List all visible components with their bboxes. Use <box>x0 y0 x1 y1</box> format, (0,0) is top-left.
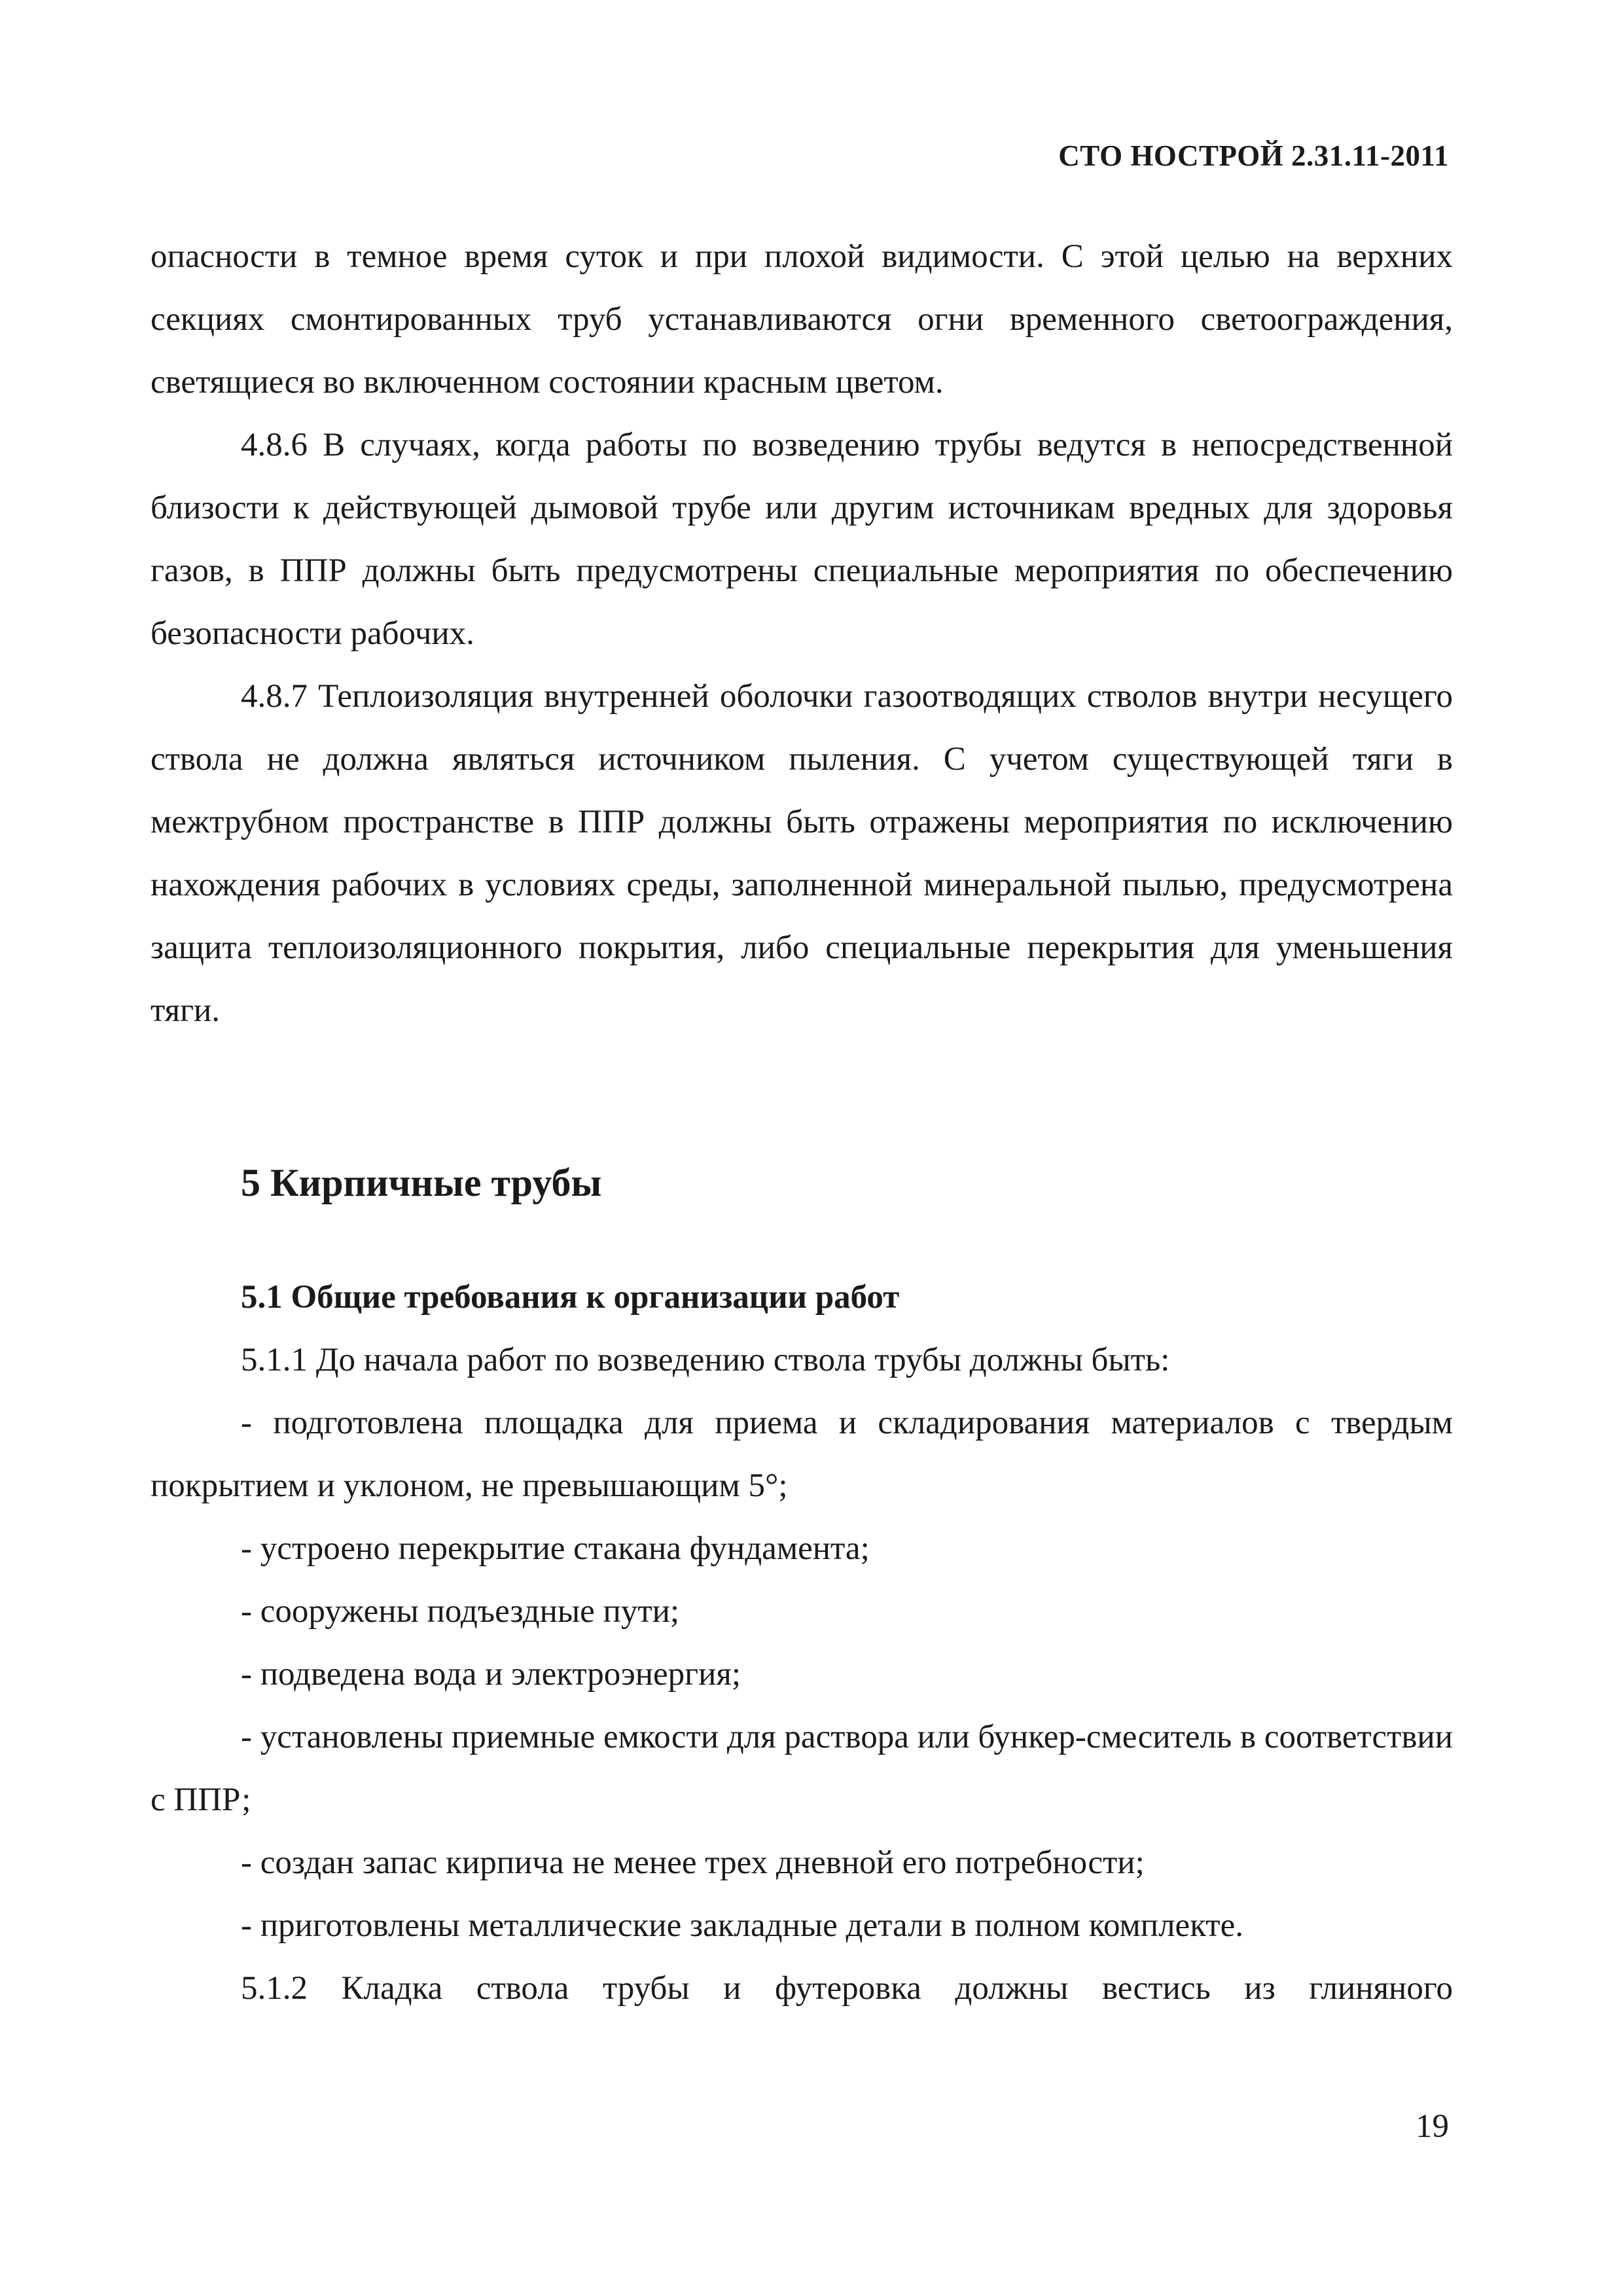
list-item-foundation-cover: - устроено перекрытие стакана фундамента; <box>241 1530 870 1567</box>
list-item-access-roads: - сооружены подъездные пути; <box>241 1593 680 1630</box>
list-item-brick-stock: - создан запас кирпича не менее трех дневной его потребности; <box>241 1844 1145 1881</box>
paragraph-continuation: опасности в темное время суток и при плохой видимости. С этой целью на верхних секциях смонтированных труб устанавливаются огни временного светоограждения, светящиеся во включенном состоянии красным цветом. <box>151 238 1453 401</box>
subsection-heading: 5.1 Общие требования к организации работ <box>241 1279 900 1316</box>
document-body <box>151 225 1453 2020</box>
list-item-water-power: - подведена вода и электроэнергия; <box>241 1656 741 1693</box>
section-heading: 5 Кирпичные трубы <box>241 1161 602 1204</box>
paragraph-4-8-7: 4.8.7 Теплоизоляция внутренней оболочки газоотводящих стволов внутри несущего ствола не должна являться источником пыления. С учетом существующей тяги в межтрубном пространстве в ППР должны быть отражены мероприятия по исключению нахождения рабочих в условиях среды, заполненной минеральной пылью, предусмотрена защита теплоизоляционного покрытия, либо специальные перекрытия для уменьшения тяги. <box>151 678 1453 1029</box>
paragraph-5-1-2: 5.1.2 Кладка ствола трубы и футеровка должны вестись из глиняного <box>241 1970 1453 2007</box>
list-item-mortar-tanks: - установлены приемные емкости для раствора или бункер-смеситель в соответствии с ППР; <box>151 1719 1453 1818</box>
paragraph-5-1-1: 5.1.1 До начала работ по возведению ствола трубы должны быть: <box>241 1342 1170 1378</box>
list-item-embedded-parts: - приготовлены металлические закладные детали в полном комплекте. <box>241 1907 1243 1944</box>
paragraph-4-8-6: 4.8.6 В случаях, когда работы по возведению трубы ведутся в непосредственной близости к действующей дымовой трубе или другим источникам вредных для здоровья газов, в ППР должны быть предусмотрены специальные мероприятия по обеспечению безопасности рабочих. <box>151 427 1453 652</box>
page-number: 19 <box>1416 2108 1449 2145</box>
list-item-site: - подготовлена площадка для приема и складирования материалов с твердым покрытием и уклоном, не превышающим 5°; <box>151 1405 1453 1504</box>
document-code-header: СТО НОСТРОЙ 2.31.11-2011 <box>1058 139 1449 172</box>
